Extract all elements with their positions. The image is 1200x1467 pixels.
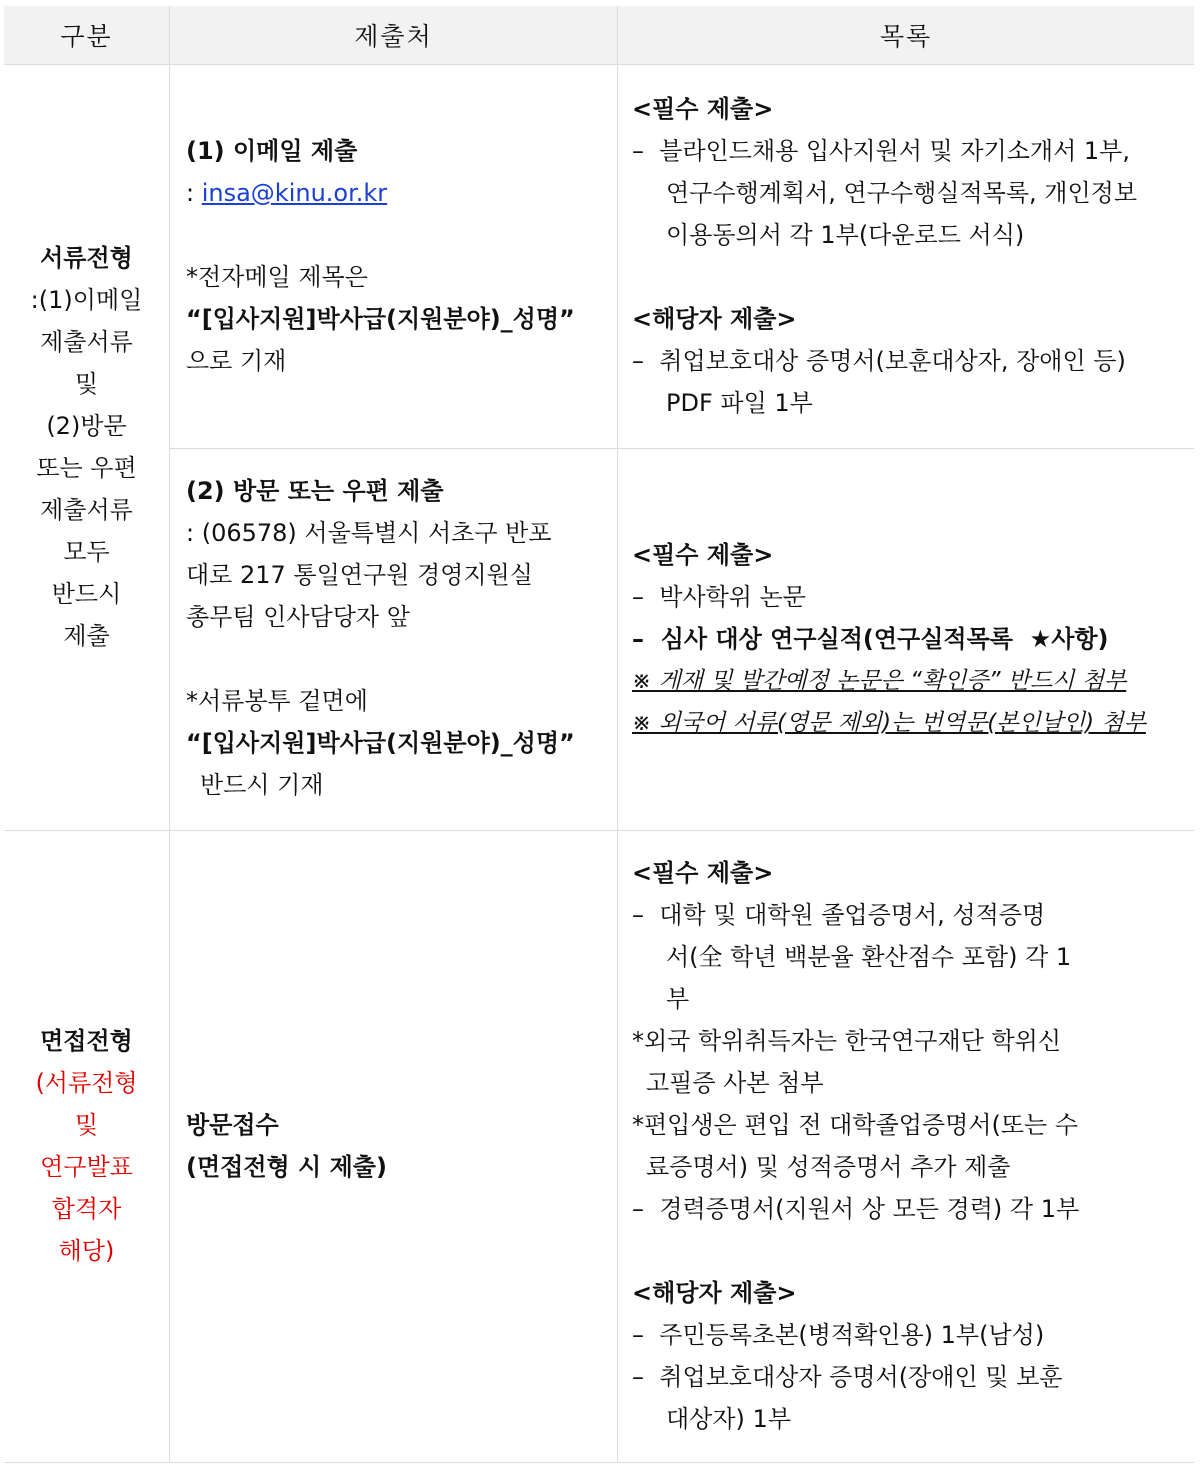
list-item-cont: 대상자) 1부	[666, 1405, 791, 1433]
interview-note-line: 해당)	[58, 1237, 115, 1265]
list-item: – 대학 및 대학원 졸업증명서, 성적증명	[632, 901, 1046, 929]
doc-list-lower	[632, 534, 1187, 744]
visit-submit-title: (2) 방문 또는 우편 제출	[186, 477, 444, 505]
spacer	[632, 1230, 1187, 1272]
italic-note: ※ 게재 및 발간예정 논문은 “확인증” 반드시 첨부	[632, 668, 1127, 694]
required-heading: <필수 제출>	[632, 95, 774, 123]
star-note-cont: 고필증 사본 첨부	[646, 1069, 824, 1097]
doc-screening-line: 제출서류	[40, 328, 133, 356]
email-note-2: “[입사지원]박사급(지원분야)_성명”	[186, 305, 575, 333]
section-divider	[4, 830, 1194, 831]
doc-screening-line: 반드시	[51, 580, 122, 608]
interview-note-line: (서류전형	[35, 1069, 138, 1097]
optional-heading: <해당자 제출>	[632, 1279, 797, 1307]
header-submit-to: 제출처	[170, 6, 617, 64]
email-prefix: :	[186, 179, 202, 207]
visit-note-1: *서류봉투 겉면에	[186, 687, 368, 715]
list-item: – 블라인드채용 입사지원서 및 자기소개서 1부,	[632, 137, 1130, 165]
visit-note-2: “[입사지원]박사급(지원분야)_성명”	[186, 729, 575, 757]
star-note: *편입생은 편입 전 대학졸업증명서(또는 수	[632, 1111, 1079, 1139]
list-item: – 경력증명서(지원서 상 모든 경력) 각 1부	[632, 1195, 1080, 1223]
italic-note: ※ 외국어 서류(영문 제외)는 번역문(본인날인) 첨부	[632, 710, 1146, 736]
visit-note-3: 반드시 기재	[200, 771, 324, 799]
list-item: – 박사학위 논문	[632, 583, 806, 611]
doc-screening-title: 서류전형	[40, 244, 133, 272]
list-item-cont: PDF 파일 1부	[666, 389, 813, 417]
interview-title: 면접전형	[40, 1027, 133, 1055]
list-item: – 주민등록초본(병적확인용) 1부(남성)	[632, 1321, 1045, 1349]
interview-submit-cell	[186, 1104, 606, 1188]
optional-heading: <해당자 제출>	[632, 305, 797, 333]
interview-cell	[4, 1020, 169, 1272]
list-item-cont: 부	[666, 985, 690, 1013]
required-heading: <필수 제출>	[632, 859, 774, 887]
interview-submit-line: (면접전형 시 제출)	[186, 1153, 387, 1181]
interview-note-line: 연구발표	[40, 1153, 133, 1181]
header-bottom-border	[4, 64, 1194, 65]
list-item: – 심사 대상 연구실적(연구실적목록 ★사항)	[632, 625, 1109, 653]
doc-screening-line: 또는 우편	[36, 454, 137, 482]
spacer	[632, 256, 1187, 298]
doc-screening-line: 및	[74, 370, 99, 398]
row-divider-upper	[170, 448, 1194, 449]
email-submit-title: (1) 이메일 제출	[186, 137, 358, 165]
column-divider-2	[617, 6, 618, 1463]
star-note: *외국 학위취득자는 한국연구재단 학위신	[632, 1027, 1062, 1055]
interview-doc-list	[632, 852, 1187, 1440]
list-item: – 취업보호대상 증명서(보훈대상자, 장애인 등)	[632, 347, 1126, 375]
list-item-cont: 이용동의서 각 1부(다운로드 서식)	[666, 221, 1025, 249]
required-heading: <필수 제출>	[632, 541, 774, 569]
spacer	[186, 638, 611, 680]
interview-note-line: 합격자	[51, 1195, 122, 1223]
star-note-cont: 료증명서) 및 성적증명서 추가 제출	[646, 1153, 1011, 1181]
doc-list-upper	[632, 88, 1187, 424]
interview-submit-line: 방문접수	[186, 1111, 279, 1139]
table-bottom-border	[4, 1462, 1194, 1463]
email-submit-cell	[186, 130, 606, 382]
list-item-cont: 연구수행계획서, 연구수행실적목록, 개인정보	[666, 179, 1138, 207]
list-item-cont: 서(全 학년 백분율 환산점수 포함) 각 1	[666, 943, 1072, 971]
doc-screening-line: 제출	[63, 622, 110, 650]
email-note-3: 으로 기재	[186, 347, 287, 375]
doc-screening-line: 모두	[63, 538, 110, 566]
email-note-1: *전자메일 제목은	[186, 263, 368, 291]
email-address-line	[186, 172, 606, 214]
list-item: – 취업보호대상자 증명서(장애인 및 보훈	[632, 1363, 1063, 1391]
column-divider-1	[169, 6, 170, 1463]
doc-screening-line: (2)방문	[46, 412, 127, 440]
email-link[interactable]: insa@kinu.or.kr	[201, 179, 388, 207]
doc-screening-cell	[4, 237, 169, 657]
header-category: 구분	[4, 6, 169, 64]
address-line: 대로 217 통일연구원 경영지원실	[186, 561, 533, 589]
header-list: 목록	[618, 6, 1194, 64]
address-line: 총무팀 인사담당자 앞	[186, 603, 410, 631]
visit-submit-cell	[186, 470, 611, 806]
interview-note-line: 및	[74, 1111, 99, 1139]
address-line: : (06578) 서울특별시 서초구 반포	[186, 519, 552, 547]
spacer	[186, 214, 606, 256]
doc-screening-line: :(1)이메일	[30, 286, 143, 314]
doc-screening-line: 제출서류	[40, 496, 133, 524]
